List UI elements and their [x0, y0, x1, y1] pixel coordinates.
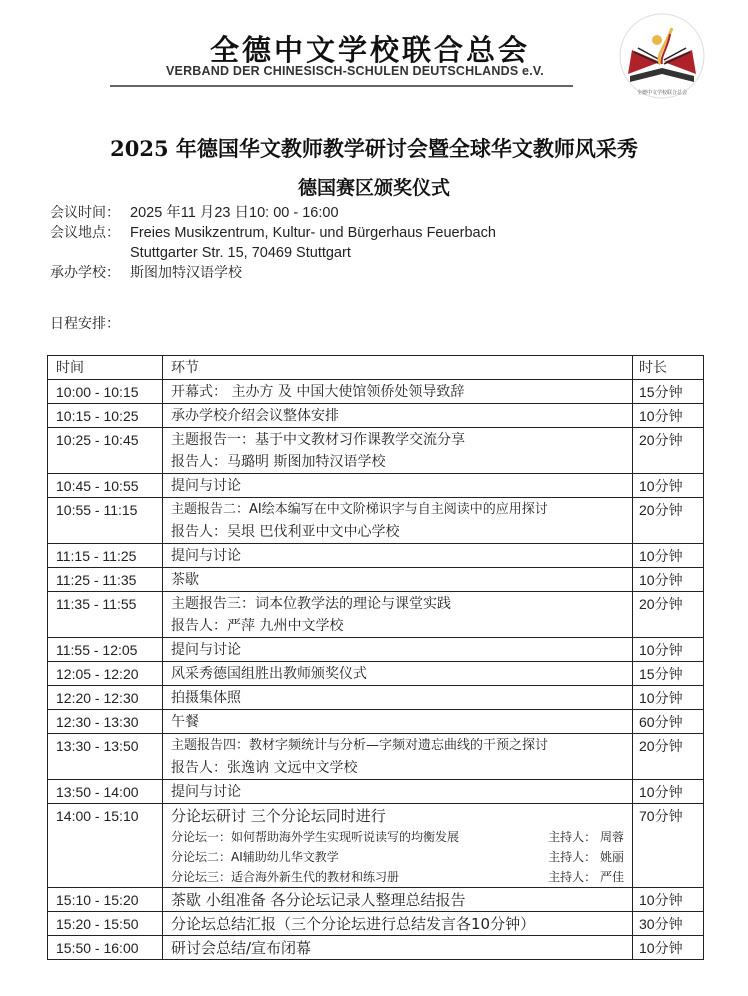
row-item: 茶歇: [163, 568, 633, 592]
meeting-time-value: 2025 年11 月23 日10: 00 - 16:00: [130, 205, 339, 221]
row-duration: 10分钟: [633, 404, 704, 428]
row-item: 午餐: [163, 710, 633, 734]
row-duration: 10分钟: [633, 780, 704, 804]
row-time: 10:55 - 11:15: [48, 498, 163, 544]
row-duration: 10分钟: [633, 888, 704, 912]
row-item-cell: [163, 804, 633, 888]
row-speaker: 报告人：吴垠 巴伐利亚中文中心学校: [171, 524, 400, 540]
table-row: [48, 936, 704, 960]
schedule-table: [47, 355, 704, 960]
table-row: [48, 912, 704, 936]
forum-host: 主持人： 严佳: [548, 870, 624, 884]
row-time: 13:30 - 13:50: [48, 734, 163, 780]
row-time: 11:15 - 11:25: [48, 544, 163, 568]
table-row: [48, 568, 704, 592]
forum-host: 主持人： 周蓉: [548, 830, 624, 844]
row-time: 10:45 - 10:55: [48, 474, 163, 498]
host-school-value: 斯图加特汉语学校: [130, 265, 242, 281]
row-speaker: 报告人：马璐明 斯图加特汉语学校: [171, 454, 386, 470]
meeting-place-label: 会议地点：: [50, 225, 120, 241]
row-duration: 20分钟: [633, 498, 704, 544]
row-time: 10:25 - 10:45: [48, 428, 163, 474]
row-duration: 20分钟: [633, 592, 704, 638]
row-time: 10:15 - 10:25: [48, 404, 163, 428]
row-time: 11:25 - 11:35: [48, 568, 163, 592]
meeting-place-line2: Stuttgarter Str. 15, 70469 Stuttgart: [130, 245, 351, 261]
row-time: 14:00 - 15:10: [48, 804, 163, 888]
row-item: 承办学校介绍会议整体安排: [163, 404, 633, 428]
table-row: [48, 804, 704, 888]
row-time: 12:30 - 13:30: [48, 710, 163, 734]
row-item: 提问与讨论: [163, 638, 633, 662]
forum-1: [171, 827, 624, 847]
document-title-line2: 德国赛区颁奖仪式: [297, 177, 450, 199]
row-duration: 20分钟: [633, 734, 704, 780]
forum-host: 主持人： 姚丽: [548, 850, 624, 864]
table-row: [48, 780, 704, 804]
row-item-cell: [163, 734, 633, 780]
table-row: [48, 734, 704, 780]
meeting-place: [50, 223, 496, 243]
table-row: [48, 638, 704, 662]
table-row: [48, 380, 704, 404]
table-row: [48, 544, 704, 568]
row-duration: 10分钟: [633, 568, 704, 592]
forum-2: [171, 847, 624, 867]
row-time: 15:50 - 16:00: [48, 936, 163, 960]
table-header-row: [48, 356, 704, 380]
row-time: 13:50 - 14:00: [48, 780, 163, 804]
row-duration: 10分钟: [633, 936, 704, 960]
header-time: 时间: [48, 356, 163, 380]
row-time: 11:55 - 12:05: [48, 638, 163, 662]
table-row: [48, 662, 704, 686]
row-time: 15:20 - 15:50: [48, 912, 163, 936]
table-row: [48, 474, 704, 498]
row-duration: 10分钟: [633, 686, 704, 710]
row-duration: 70分钟: [633, 804, 704, 888]
row-item: 研讨会总结/宣布闭幕: [163, 936, 633, 960]
row-duration: 30分钟: [633, 912, 704, 936]
row-item: 主题报告二：AI绘本编写在中文阶梯识字与自主阅读中的应用探讨: [171, 502, 548, 517]
row-item: 开幕式： 主办方 及 中国大使馆领侨处领导致辞: [163, 380, 633, 404]
table-row: [48, 686, 704, 710]
row-duration: 10分钟: [633, 638, 704, 662]
row-item: 风采秀德国组胜出教师颁奖仪式: [163, 662, 633, 686]
meeting-place-address: [130, 243, 351, 263]
row-duration: 15分钟: [633, 662, 704, 686]
header-item: 环节: [163, 356, 633, 380]
forum-topic: 分论坛一：如何帮助海外学生实现听说读写的均衡发展: [171, 830, 460, 844]
host-school: [50, 263, 242, 283]
row-item: 提问与讨论: [163, 780, 633, 804]
row-item: 分论坛研讨 三个分论坛同时进行: [171, 807, 386, 825]
header-duration: 时长: [633, 356, 704, 380]
org-name-de: VERBAND DER CHINESISCH-SCHULEN DEUTSCHLANDS e.V.: [166, 64, 544, 78]
forum-topic: 分论坛二：AI辅助幼儿华文教学: [171, 850, 339, 864]
row-item: 拍摄集体照: [163, 686, 633, 710]
table-row: [48, 498, 704, 544]
row-item: 主题报告三：词本位教学法的理论与课堂实践: [171, 596, 451, 612]
row-duration: 15分钟: [633, 380, 704, 404]
row-item: 提问与讨论: [163, 544, 633, 568]
row-item-cell: [163, 428, 633, 474]
document-title-line1: 2025 年德国华文教师教学研讨会暨全球华文教师风采秀: [110, 136, 638, 161]
forum-3: [171, 867, 624, 887]
row-time: 10:00 - 10:15: [48, 380, 163, 404]
row-item: 提问与讨论: [163, 474, 633, 498]
row-duration: 20分钟: [633, 428, 704, 474]
row-time: 15:10 - 15:20: [48, 888, 163, 912]
row-duration: 60分钟: [633, 710, 704, 734]
row-time: 12:05 - 12:20: [48, 662, 163, 686]
forum-topic: 分论坛三：适合海外新生代的教材和练习册: [171, 870, 400, 884]
row-speaker: 报告人：张逸讷 文远中文学校: [171, 760, 358, 776]
meeting-time: [50, 203, 339, 223]
meeting-time-label: 会议时间：: [50, 205, 120, 221]
org-logo-icon: [610, 12, 714, 104]
host-school-label: 承办学校：: [50, 265, 120, 281]
table-row: [48, 710, 704, 734]
row-item: 分论坛总结汇报（三个分论坛进行总结发言各10分钟）: [163, 912, 633, 936]
row-item-cell: [163, 498, 633, 544]
row-speaker: 报告人：严萍 九州中文学校: [171, 618, 344, 634]
svg-text:全德中文学校联合总会: 全德中文学校联合总会: [636, 90, 688, 96]
row-time: 12:20 - 12:30: [48, 686, 163, 710]
schedule-label: 日程安排：: [50, 316, 120, 332]
table-row: [48, 404, 704, 428]
row-item: 主题报告一：基于中文教材习作课教学交流分享: [171, 432, 465, 448]
row-duration: 10分钟: [633, 544, 704, 568]
table-row: [48, 592, 704, 638]
table-row: [48, 888, 704, 912]
meeting-place-line1: Freies Musikzentrum, Kultur- und Bürgerhaus Feuerbach: [130, 225, 496, 241]
header-rule: [110, 85, 573, 87]
row-time: 11:35 - 11:55: [48, 592, 163, 638]
row-item: 茶歇 小组准备 各分论坛记录人整理总结报告: [163, 888, 633, 912]
org-name-cn: 全德中文学校联合总会: [210, 33, 531, 67]
table-row: [48, 428, 704, 474]
row-item: 主题报告四：教材字频统计与分析—字频对遗忘曲线的干预之探讨: [171, 738, 549, 753]
row-item-cell: [163, 592, 633, 638]
row-duration: 10分钟: [633, 474, 704, 498]
